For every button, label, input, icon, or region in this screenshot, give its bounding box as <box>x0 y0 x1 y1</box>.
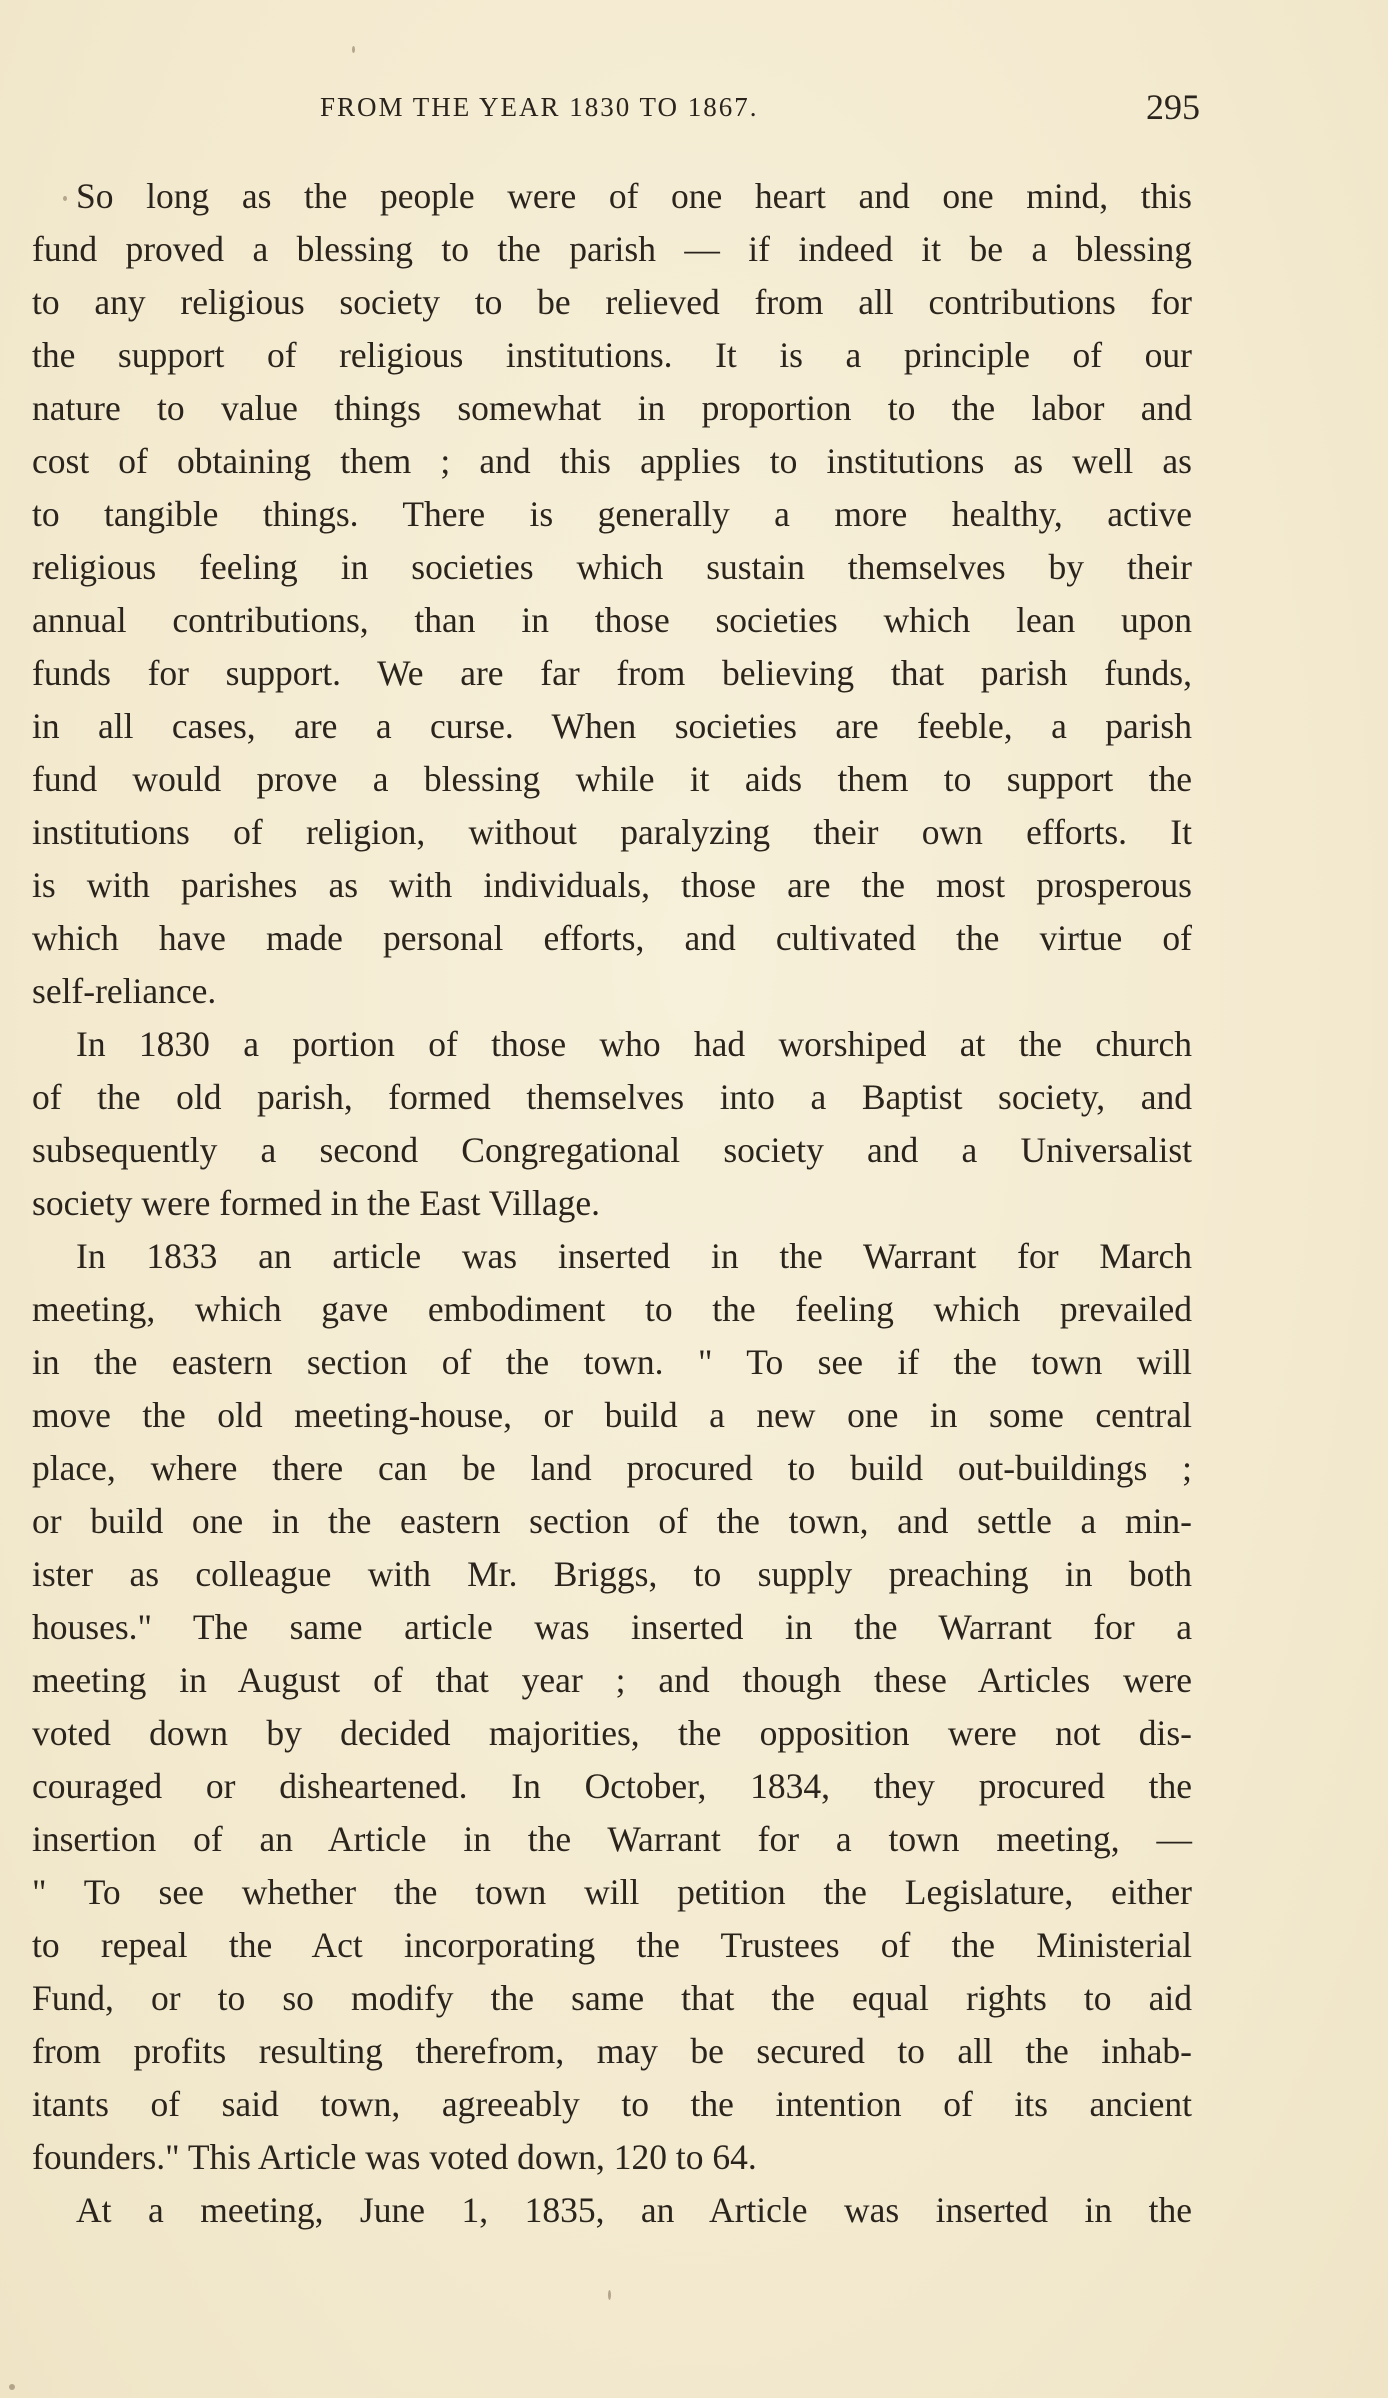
text-line: houses." The same article was inserted in the Warrant for a <box>32 1607 1192 1647</box>
text-line: nature to value things somewhat in proportion to the labor and <box>32 388 1192 428</box>
text-line: to any religious society to be relieved from all contributions for <box>32 282 1192 322</box>
text-line: couraged or disheartened. In October, 1834, they procured the <box>32 1766 1192 1806</box>
text-line: to tangible things. There is generally a more healthy, active <box>32 494 1192 534</box>
text-line: So long as the people were of one heart and one mind, this <box>76 176 1192 216</box>
text-line: society were formed in the East Village. <box>32 1183 600 1223</box>
text-line: insertion of an Article in the Warrant for a town meeting, — <box>32 1819 1192 1859</box>
text-line: In 1833 an article was inserted in the Warrant for March <box>76 1236 1192 1276</box>
text-line: subsequently a second Congregational society and a Universalist <box>32 1130 1192 1170</box>
text-line: to repeal the Act incorporating the Trustees of the Ministerial <box>32 1925 1192 1965</box>
text-line: In 1830 a portion of those who had worshiped at the church <box>76 1024 1192 1064</box>
page-header <box>320 87 1200 132</box>
text-line: from profits resulting therefrom, may be secured to all the inhab- <box>32 2031 1192 2071</box>
text-line: itants of said town, agreeably to the intention of its ancient <box>32 2084 1192 2124</box>
text-line: " To see whether the town will petition the Legislature, either <box>32 1872 1192 1912</box>
paper-speck <box>63 196 67 201</box>
text-line: fund proved a blessing to the parish — if indeed it be a blessing <box>32 229 1192 269</box>
text-line: founders." This Article was voted down, 120 to 64. <box>32 2137 757 2177</box>
text-line: ister as colleague with Mr. Briggs, to supply preaching in both <box>32 1554 1192 1594</box>
text-line: funds for support. We are far from believing that parish funds, <box>32 653 1192 693</box>
paper-speck <box>9 2384 15 2390</box>
text-line: voted down by decided majorities, the opposition were not dis- <box>32 1713 1192 1753</box>
text-line: religious feeling in societies which sustain themselves by their <box>32 547 1192 587</box>
text-line: place, where there can be land procured to build out-buildings ; <box>32 1448 1192 1488</box>
running-head: FROM THE YEAR 1830 TO 1867. <box>320 92 759 122</box>
text-line: self-reliance. <box>32 971 217 1011</box>
text-line: which have made personal efforts, and cultivated the virtue of <box>32 918 1192 958</box>
text-line: cost of obtaining them ; and this applies to institutions as well as <box>32 441 1192 481</box>
text-line: the support of religious institutions. It is a principle of our <box>32 335 1192 375</box>
paper-speck <box>608 2290 611 2300</box>
text-line: institutions of religion, without paralyzing their own efforts. It <box>32 812 1192 852</box>
text-line: of the old parish, formed themselves into a Baptist society, and <box>32 1077 1192 1117</box>
text-line: annual contributions, than in those societies which lean upon <box>32 600 1192 640</box>
text-line: meeting in August of that year ; and though these Articles were <box>32 1660 1192 1700</box>
text-line: in all cases, are a curse. When societies are feeble, a parish <box>32 706 1192 746</box>
text-line: is with parishes as with individuals, those are the most prosperous <box>32 865 1192 905</box>
page-number: 295 <box>1146 87 1200 127</box>
text-line: Fund, or to so modify the same that the equal rights to aid <box>32 1978 1192 2018</box>
text-line: At a meeting, June 1, 1835, an Article was inserted in the <box>76 2190 1192 2230</box>
body-text <box>32 170 1192 2237</box>
text-line: fund would prove a blessing while it aids them to support the <box>32 759 1192 799</box>
text-line: move the old meeting-house, or build a new one in some central <box>32 1395 1192 1435</box>
text-line: or build one in the eastern section of the town, and settle a min- <box>32 1501 1192 1541</box>
paper-speck <box>352 46 355 53</box>
text-line: in the eastern section of the town. " To see if the town will <box>32 1342 1192 1382</box>
text-line: meeting, which gave embodiment to the feeling which prevailed <box>32 1289 1192 1329</box>
